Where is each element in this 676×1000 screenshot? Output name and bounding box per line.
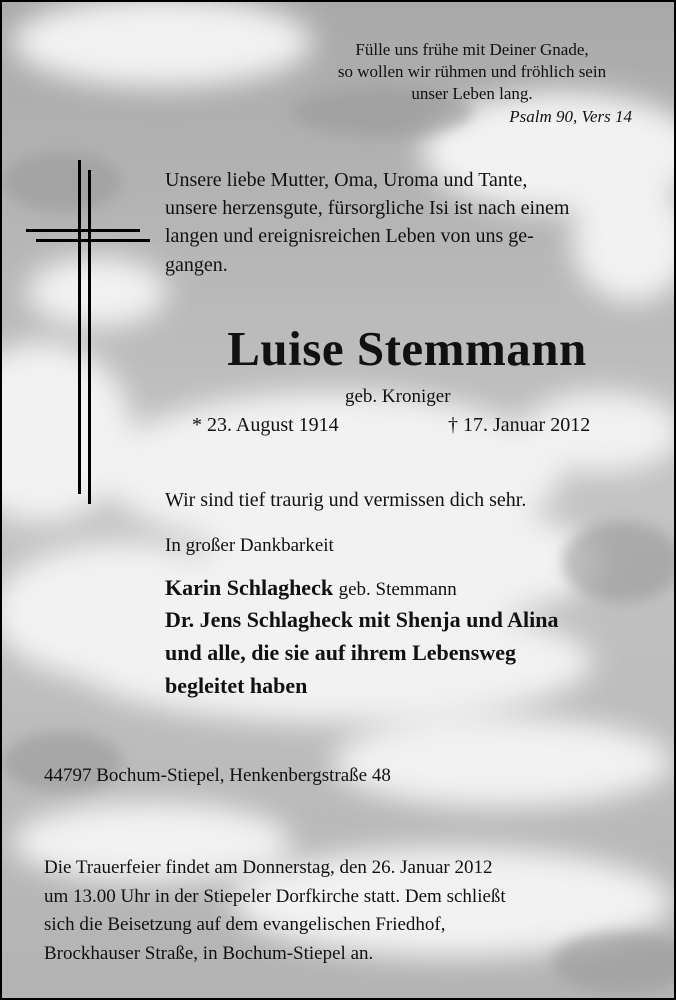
signatory-name: Karin Schlagheck [165, 575, 334, 600]
funeral-info-line: sich die Beisetzung auf dem evangelischen Friedhof, [44, 914, 446, 935]
gratitude-line: In großer Dankbarkeit [165, 535, 334, 556]
birth-date: * 23. August 1914 [192, 414, 339, 436]
death-date: † 17. Januar 2012 [448, 414, 591, 436]
family-address: 44797 Bochum-Stiepel, Henkenbergstraße 48 [44, 765, 391, 786]
cross-icon-horizontal-1 [26, 229, 140, 232]
cross-icon-horizontal-2 [36, 239, 150, 242]
signatory-line: Dr. Jens Schlagheck mit Shenja und Alina [165, 607, 559, 632]
signatory-line [165, 575, 457, 601]
psalm-line: Fülle uns frühe mit Deiner Gnade, [355, 40, 589, 59]
signatory-line: und alle, die sie auf ihrem Lebensweg [165, 640, 517, 665]
funeral-info-line: Brockhauser Straße, in Bochum-Stiepel an. [44, 943, 374, 964]
deceased-name: Luise Stemmann [227, 321, 587, 376]
psalm-line: unser Leben lang. [411, 84, 533, 103]
psalm-line: so wollen wir rühmen und fröhlich sein [337, 62, 607, 81]
signatory-maiden-name: geb. Stemmann [338, 579, 457, 600]
intro-line: gangen. [165, 254, 228, 276]
psalm-citation: Psalm 90, Vers 14 [509, 107, 632, 126]
signatory-line: begleitet haben [165, 673, 308, 698]
maiden-name: geb. Kroniger [345, 386, 451, 407]
intro-line: langen und ereignisreichen Leben von uns ge- [165, 225, 534, 247]
intro-line: unsere herzensgute, fürsorgliche Isi ist nach einem [165, 197, 570, 219]
funeral-info-line: um 13.00 Uhr in der Stiepeler Dorfkirche statt. Dem schließt [44, 886, 506, 907]
funeral-info-line: Die Trauerfeier findet am Donnerstag, den 26. Januar 2012 [44, 857, 493, 878]
intro-line: Unsere liebe Mutter, Oma, Uroma und Tante, [165, 169, 528, 191]
mourning-message: Wir sind tief traurig und vermissen dich sehr. [165, 489, 527, 511]
